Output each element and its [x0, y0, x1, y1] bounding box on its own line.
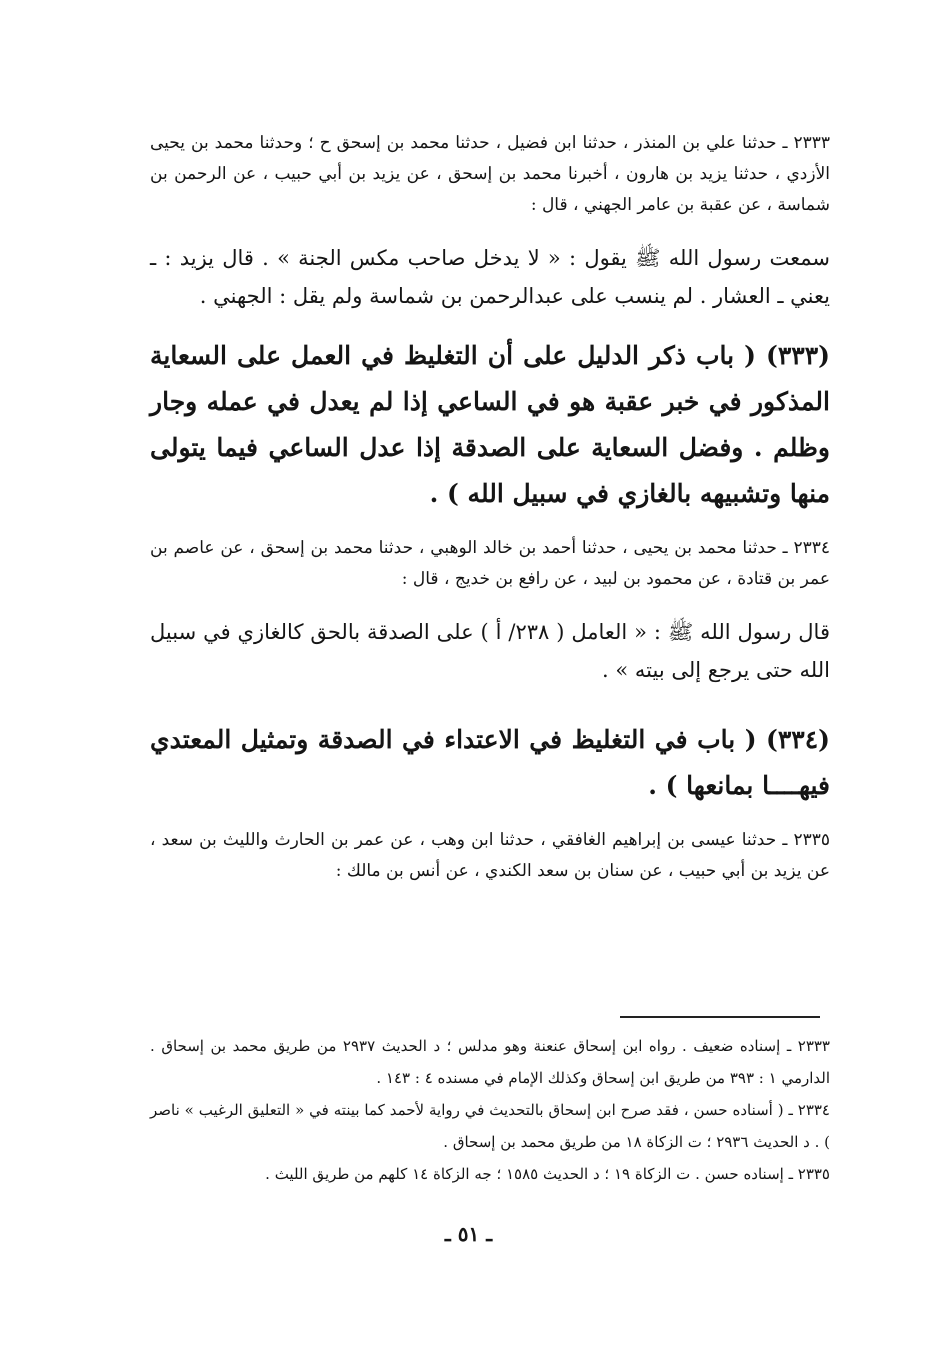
chapter-333-heading: (٣٣٣) ( باب ذكر الدليل على أن التغليظ في العمل على السعاية المذكور في خبر عقبة هو في الساعي إذا لم يعدل في عمله وجار وظلم . وفضل السعاية على الصدقة إذا عدل الساعي فيما يتولى منها وتشبيهه بالغازي في سبيل الله ) .	[150, 341, 830, 508]
page-number: ـ ٥١ ـ	[444, 1222, 493, 1246]
hadith-2333-matn: سمعت رسول الله ﷺ يقول : « لا يدخل صاحب مكس الجنة » . قال يزيد : ـ يعني ـ العشار . لم ينسب على عبدالرحمن بن شماسة ولم يقل : الجهني .	[150, 246, 830, 308]
hadith-2335-isnad: ٢٣٣٥ ـ حدثنا عيسى بن إبراهيم الغافقي ، حدثنا ابن وهب ، عن عمر بن الحارث والليث بن سعد ، عن يزيد بن أبي حبيب ، عن سنان بن سعد الكندي ، عن أنس بن مالك :	[150, 830, 830, 881]
chapter-334-heading: (٣٣٤) ( باب في التغليظ في الاعتداء في الصدقة وتمثيل المعتدي فيهــــا بمانعها ) .	[150, 725, 830, 800]
footnote-2333: ٢٣٣٣ ـ إسناده ضعيف . رواه ابن إسحاق عنعنة وهو مدلس ؛ د الحديث ٢٩٣٧ من طريق محمد بن إسحاق . الدارمي ١ : ٣٩٣ من طريق ابن إسحاق وكذلك الإمام في مسنده ٤ : ١٤٣ .	[150, 1037, 830, 1087]
hadith-2334-isnad: ٢٣٣٤ ـ حدثنا محمد بن يحيى ، حدثنا أحمد بن خالد الوهبي ، حدثنا محمد بن إسحق ، عن عاصم بن عمر بن قتادة ، عن محمود بن لبيد ، عن رافع بن خديج ، قال :	[150, 538, 830, 589]
footnote-2334: ٢٣٣٤ ـ ( أسناده حسن ، فقد صرح ابن إسحاق بالتحديث في رواية لأحمد كما بينته في « التعليق الرغيب » ناصر ) . د الحديث ٢٩٣٦ ؛ ت الزكاة ١٨ من طريق محمد بن إسحاق .	[150, 1101, 830, 1151]
hadith-2333-isnad: ٢٣٣٣ ـ حدثنا علي بن المنذر ، حدثنا ابن فضيل ، حدثنا محمد بن إسحق ح ؛ وحدثنا محمد بن يحيى الأزدي ، حدثنا يزيد بن هارون ، أخبرنا محمد بن إسحق ، عن يزيد بن أبي حبيب ، عن الرحمن بن شماسة ، عن عقبة بن عامر الجهني ، قال :	[150, 133, 830, 215]
hadith-2334-matn: قال رسول الله ﷺ : « العامل ( ٢٣٨/ أ ) على الصدقة بالحق كالغازي في سبيل الله حتى يرجع إلى بيته » .	[150, 620, 830, 682]
footnotes	[150, 1030, 830, 1190]
footnote-divider	[620, 1016, 820, 1018]
page-body	[150, 128, 830, 905]
footnote-2335: ٢٣٣٥ ـ إسناده حسن . ت الزكاة ١٩ ؛ د الحديث ١٥٨٥ ؛ جه الزكاة ١٤ كلهم من طريق الليث .	[265, 1165, 830, 1183]
